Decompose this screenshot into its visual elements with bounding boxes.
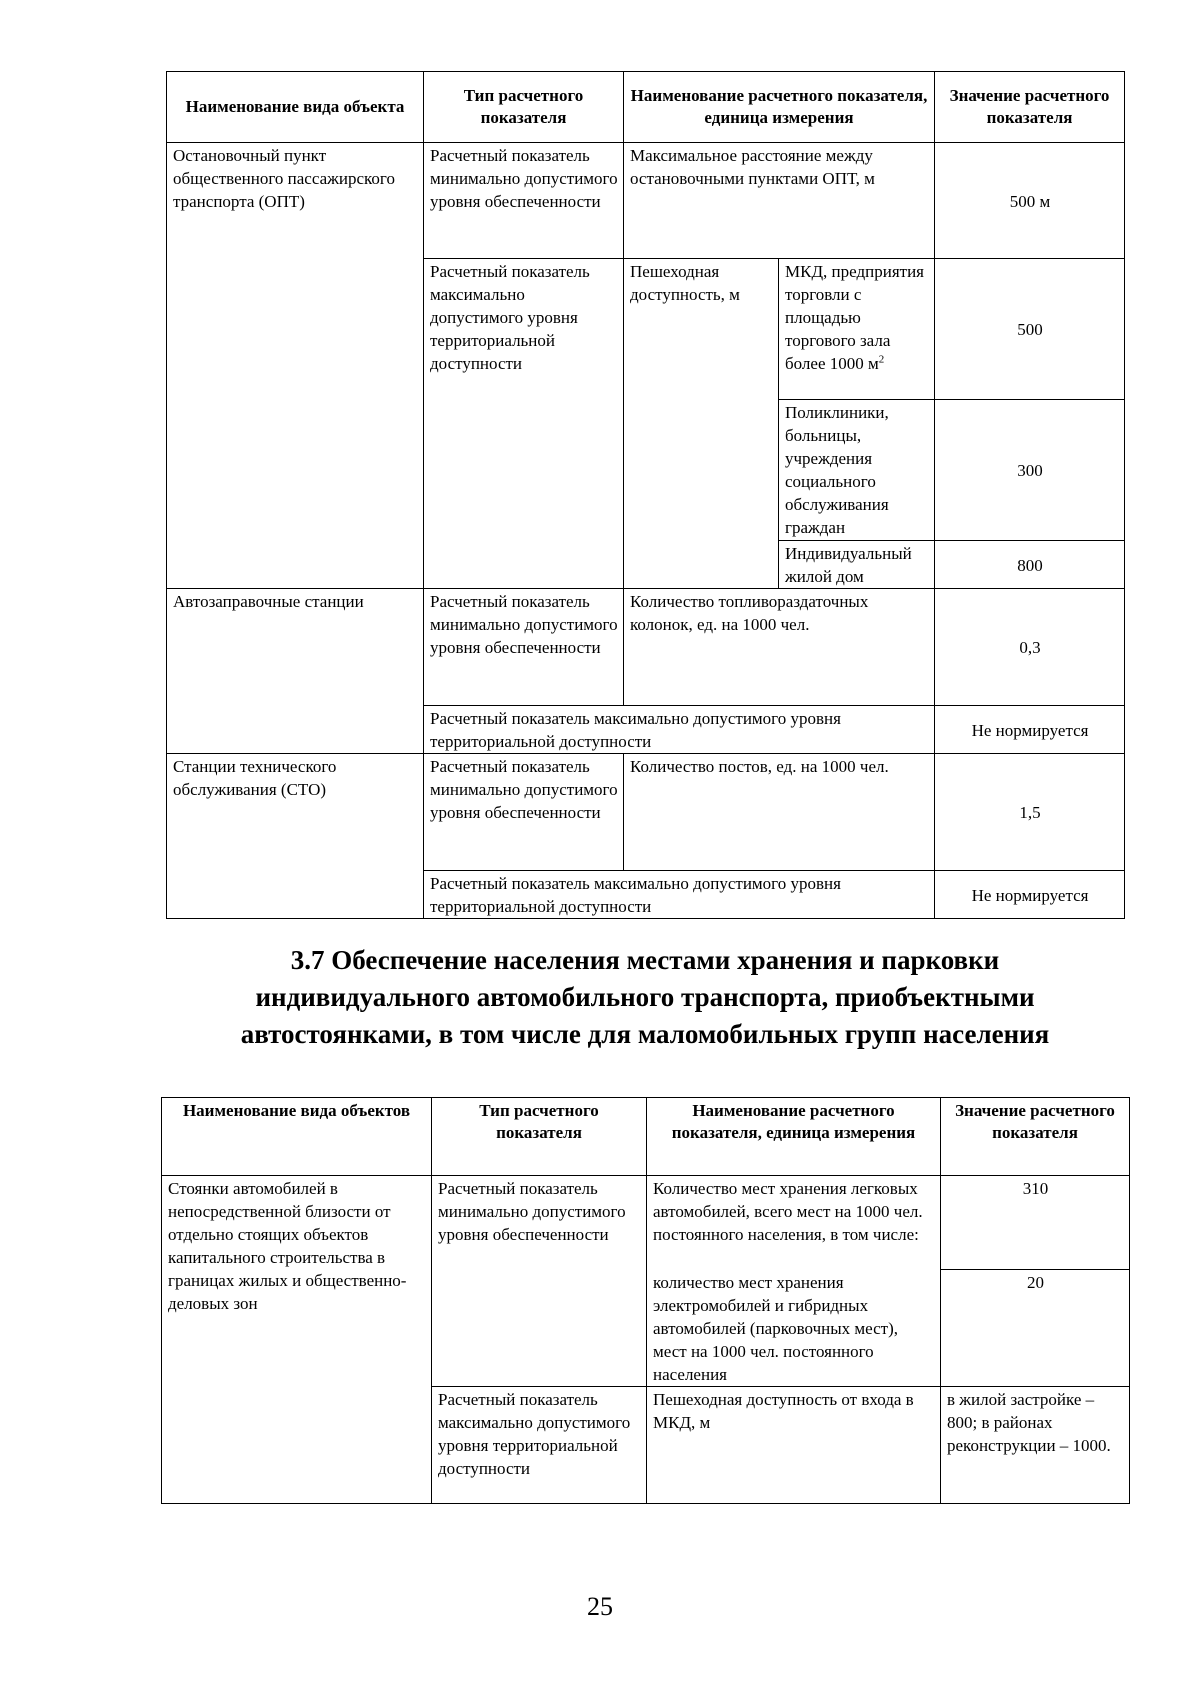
object-azs: Автозаправочные станции [167,589,424,754]
table-row [162,1176,1130,1270]
indicator-name: Количество топливораздаточных колонок, ед. на 1000 чел. [624,589,935,706]
header-indicator-name: Наименование расчетного показателя, единица измерения [647,1098,941,1176]
header-object-type: Наименование вида объекта [167,72,424,143]
indicator-value: 800 [935,541,1125,589]
sub-object-label: Индивидуальный жилой дом [779,541,935,589]
indicator-name: Количество постов, ед. на 1000 чел. [624,754,935,871]
indicator-type: Расчетный показатель максимально допустимого уровня территориальной доступности [432,1387,647,1504]
indicator-value: 1,5 [935,754,1125,871]
table-header-row [162,1098,1130,1176]
page-number: 25 [587,1592,613,1621]
section-heading [160,942,1130,1053]
section-heading-line: индивидуального автомобильного транспорта, приобъектными [255,982,1035,1012]
header-indicator-value: Значение расчетного показателя [941,1098,1130,1176]
indicator-name: Количество мест хранения легковых автомобилей, всего мест на 1000 чел. постоянного населения, в том числе: [647,1176,941,1270]
header-indicator-name: Наименование расчетного показателя, единица измерения [624,72,935,143]
indicator-name: количество мест хранения электромобилей и гибридных автомобилей (парковочных мест), мест на 1000 чел. постоянного населения [647,1270,941,1387]
table-row [167,143,1125,259]
indicator-value: 500 [935,259,1125,400]
table-parking [161,1097,1130,1504]
sub-object-label: Поликлиники, больницы, учреждения социального обслуживания граждан [779,400,935,541]
indicator-value: Не нормируется [935,871,1125,919]
indicator-type: Расчетный показатель минимально допустимого уровня обеспеченности [424,589,624,706]
indicator-value: 310 [941,1176,1130,1270]
table-transport-infrastructure [166,71,1125,919]
indicator-value: 20 [941,1270,1130,1387]
header-indicator-value: Значение расчетного показателя [935,72,1125,143]
indicator-value: в жилой застройке – 800; в районах реконструкции – 1000. [941,1387,1130,1504]
superscript: 2 [878,353,885,366]
header-object-type: Наименование вида объектов [162,1098,432,1176]
object-opt: Остановочный пункт общественного пассажирского транспорта (ОПТ) [167,143,424,589]
indicator-type: Расчетный показатель минимально допустимого уровня обеспеченности [424,754,624,871]
indicator-type: Расчетный показатель максимально допустимого уровня территориальной доступности [424,871,935,919]
object-sto: Станции технического обслуживания (СТО) [167,754,424,919]
indicator-type: Расчетный показатель минимально допустимого уровня обеспеченности [424,143,624,259]
indicator-type: Расчетный показатель минимально допустимого уровня обеспеченности [432,1176,647,1387]
indicator-value: 500 м [935,143,1125,259]
indicator-type: Расчетный показатель максимально допустимого уровня территориальной доступности [424,706,935,754]
section-heading-line: 3.7 Обеспечение населения местами хранения и парковки [290,945,1000,975]
table-row [167,589,1125,706]
section-heading-line: автостоянками, в том числе для маломобильных групп населения [240,1019,1050,1049]
indicator-type: Расчетный показатель максимально допустимого уровня территориальной доступности [424,259,624,589]
indicator-value: 0,3 [935,589,1125,706]
indicator-name: Пешеходная доступность, м [624,259,779,589]
indicator-value: Не нормируется [935,706,1125,754]
indicator-value: 300 [935,400,1125,541]
object-parking: Стоянки автомобилей в непосредственной близости от отдельно стоящих объектов капитального строительства в границах жилых и общественно-деловых зон [162,1176,432,1504]
header-indicator-type: Тип расчетного показателя [432,1098,647,1176]
table-header-row [167,72,1125,143]
header-indicator-type: Тип расчетного показателя [424,72,624,143]
table-row [167,754,1125,871]
indicator-name: Максимальное расстояние между остановочными пунктами ОПТ, м [624,143,935,259]
indicator-name: Пешеходная доступность от входа в МКД, м [647,1387,941,1504]
sub-object-label: МКД, предприятия торговли с площадью торгового зала более 1000 $м^2$ [779,259,935,400]
